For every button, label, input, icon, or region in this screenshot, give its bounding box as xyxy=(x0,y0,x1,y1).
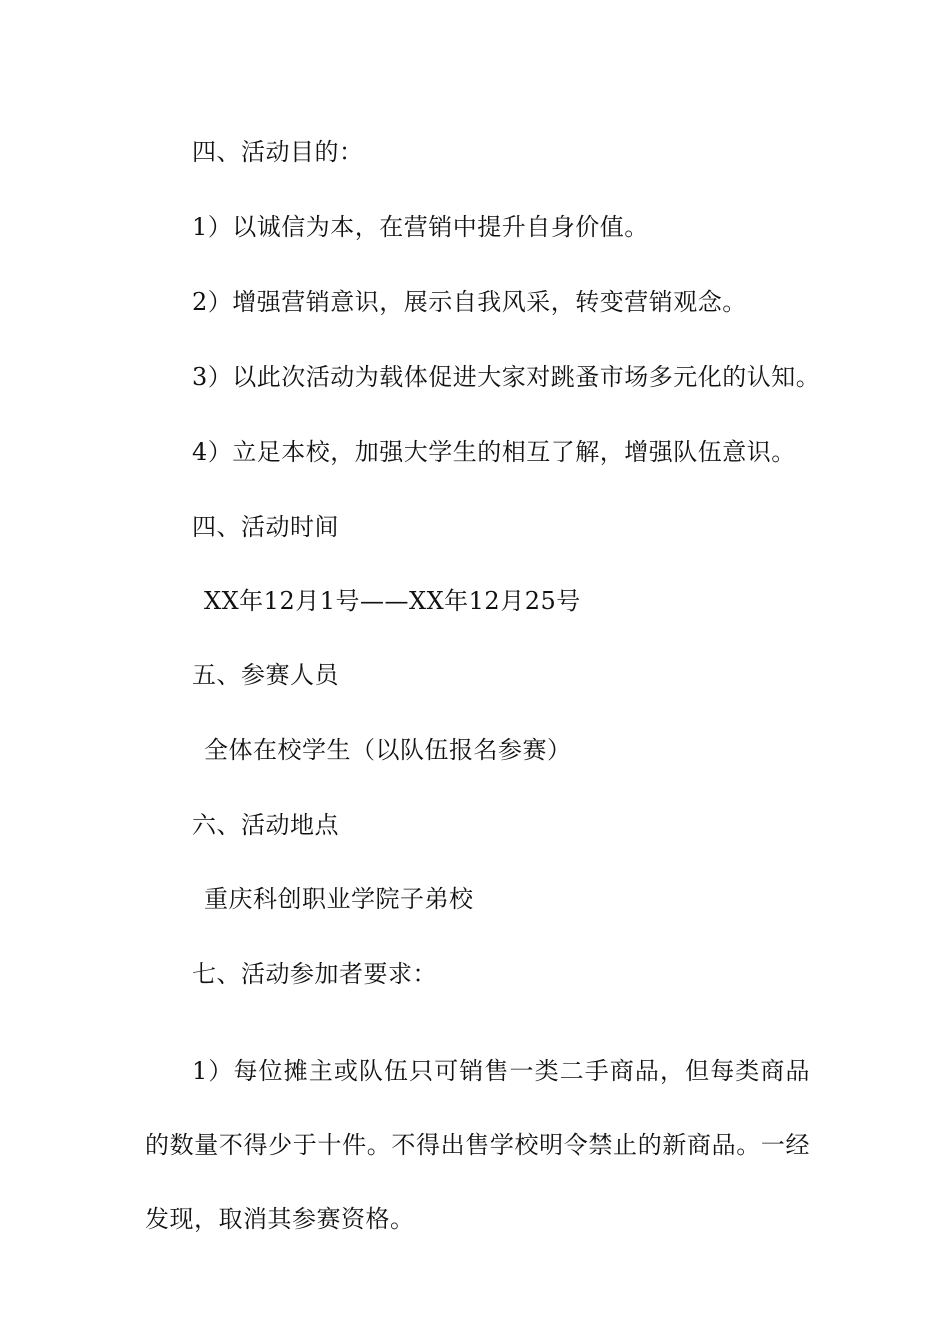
purpose-item-4: 4）立足本校，加强大学生的相互了解，增强队伍意识。 xyxy=(192,438,796,466)
location-value: 重庆科创职业学院子弟校 xyxy=(204,885,474,913)
section-heading-participants: 五、参赛人员 xyxy=(192,661,339,689)
section-heading-requirements: 七、活动参加者要求： xyxy=(192,960,437,988)
section-heading-time: 四、活动时间 xyxy=(192,513,339,541)
purpose-item-3: 3）以此次活动为载体促进大家对跳蚤市场多元化的认知。 xyxy=(192,363,821,391)
section-heading-location: 六、活动地点 xyxy=(192,811,339,839)
purpose-item-2: 2）增强营销意识，展示自我风采，转变营销观念。 xyxy=(192,288,747,316)
purpose-item-1: 1）以诚信为本，在营销中提升自身价值。 xyxy=(192,213,649,241)
section-heading-purpose: 四、活动目的： xyxy=(192,138,364,166)
activity-time-value: XX年12月1号——XX年12月25号 xyxy=(204,587,581,615)
participants-value: 全体在校学生（以队伍报名参赛） xyxy=(204,736,572,764)
requirement-item-1: 1）每位摊主或队伍只可销售一类二手商品，但每类商品的数量不得少于十件。不得出售学校明令禁止的新商品。一经发现，取消其参赛资格。 xyxy=(145,1057,810,1233)
